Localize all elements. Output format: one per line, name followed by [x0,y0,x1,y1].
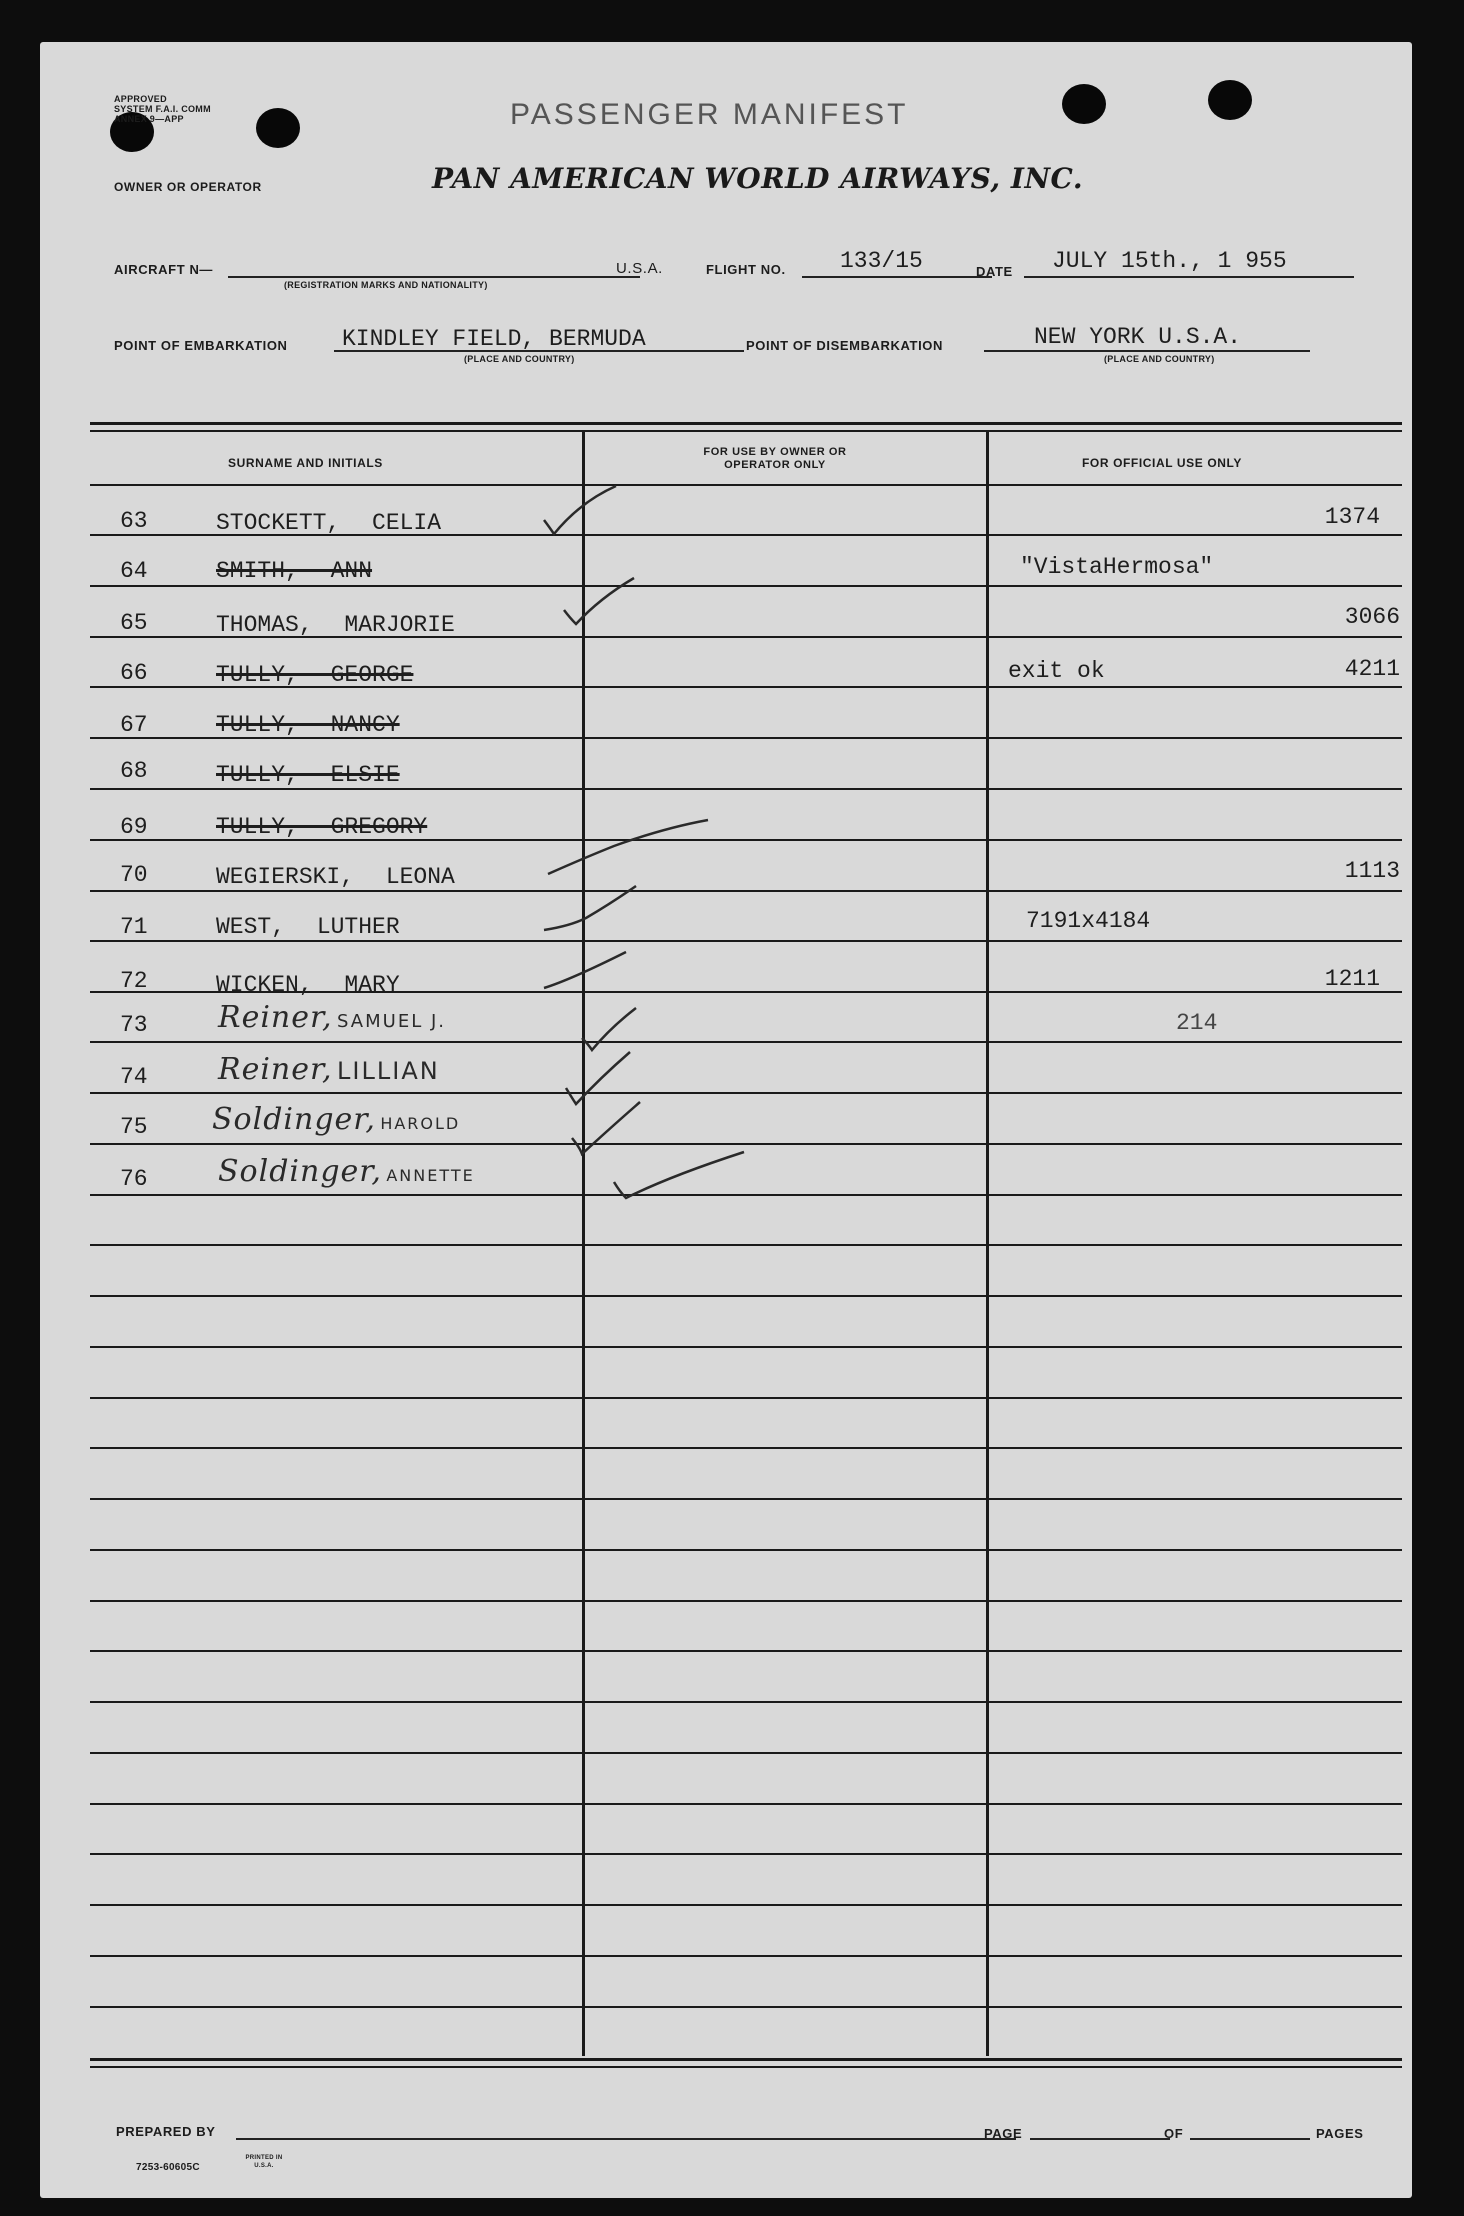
row-number: 76 [120,1166,148,1192]
page-title: PASSENGER MANIFEST [510,98,909,131]
official-code: 1113 [1344,858,1400,884]
handwritten-given-name: HAROLD [380,1114,461,1133]
flight-number: 133/15 [840,248,923,274]
embarkation-value: KINDLEY FIELD, BERMUDA [342,326,646,352]
row-number: 66 [120,660,148,686]
handwritten-given-name: ANNETTE [386,1166,475,1185]
checkmark-icon [560,570,640,630]
place-note: (PLACE AND COUNTRY) [1104,354,1215,364]
official-code: 1374 [1324,504,1380,530]
embarkation-label: POINT OF EMBARKATION [114,338,288,353]
owner-label: OWNER OR OPERATOR [114,180,262,194]
column-header-official-use: FOR OFFICIAL USE ONLY [1082,456,1242,470]
printed-in-usa: PRINTED IN U.S.A. [245,2155,283,2169]
airline-name: PAN AMERICAN WORLD AIRWAYS, INC. [432,162,1084,195]
passenger-name: THOMAS, MARJORIE [216,612,455,638]
disembarkation-label: POINT OF DISEMBARKATION [746,338,943,353]
page-label: PAGE [984,2126,1023,2141]
handwritten-name [212,1102,460,1137]
checkmark-icon [580,1004,640,1054]
disembarkation-value: NEW YORK U.S.A. [1034,324,1242,350]
official-note: exit ok [1008,658,1105,684]
pages-label: PAGES [1316,2126,1364,2141]
official-note: "VistaHermosa" [1020,554,1214,580]
approval-note: APPROVED SYSTEM F.A.I. COMM ANNEX 9—APP [114,94,211,124]
passenger-name-struck: TULLY, ELSIE [216,762,400,788]
of-label: OF [1164,2126,1184,2141]
column-header-owner-use: FOR USE BY OWNER OR OPERATOR ONLY [703,446,847,471]
country-label: U.S.A. [616,260,663,277]
punch-hole [1062,84,1106,124]
row-number: 65 [120,610,148,636]
place-note: (PLACE AND COUNTRY) [464,354,575,364]
passenger-name: STOCKETT, CELIA [216,510,442,536]
row-number: 73 [120,1012,148,1038]
flight-date: JULY 15th., 1 955 [1052,248,1287,274]
official-code: 3066 [1344,604,1400,630]
checkmark-icon [540,882,640,942]
handwritten-surname: Soldinger, [218,1154,382,1189]
row-number: 75 [120,1114,148,1140]
passenger-name-struck: TULLY, GEORGE [216,662,414,688]
checkmark-icon [544,818,714,888]
checkmark-icon [540,480,620,540]
official-code: 1211 [1324,966,1380,992]
handwritten-surname: Soldinger, [212,1102,376,1137]
flight-label: FLIGHT NO. [706,262,786,277]
row-number: 68 [120,758,148,784]
registration-note: (REGISTRATION MARKS AND NATIONALITY) [284,280,488,290]
passenger-name: WEST, LUTHER [216,914,400,940]
row-number: 67 [120,712,148,738]
passenger-name-struck: TULLY, NANCY [216,712,400,738]
handwritten-surname: Reiner, [218,1052,333,1087]
official-code: 4211 [1344,656,1400,682]
handwritten-surname: Reiner, [218,1000,333,1035]
row-number: 64 [120,558,148,584]
passenger-name-struck: SMITH, ANN [216,558,373,584]
official-note: 7191x4184 [1026,908,1151,934]
handwritten-name [218,1000,446,1035]
row-number: 69 [120,814,148,840]
date-label: DATE [976,264,1013,279]
row-number: 63 [120,508,148,534]
row-number: 70 [120,862,148,888]
column-header-surname: SURNAME AND INITIALS [228,456,383,470]
row-number: 74 [120,1064,148,1090]
handwritten-name [218,1154,475,1189]
checkmark-icon [540,948,630,998]
official-code: 214 [1176,1010,1218,1036]
handwritten-given-name: LILLIAN [337,1057,440,1085]
aircraft-label: AIRCRAFT N— [114,262,214,277]
row-number: 72 [120,968,148,994]
passenger-name: WICKEN, MARY [216,972,400,998]
punch-hole [1208,80,1252,120]
passenger-name-struck: TULLY, GREGORY [216,814,428,840]
manifest-sheet [40,42,1412,2198]
handwritten-given-name: SAMUEL J. [337,1011,446,1032]
row-number: 71 [120,914,148,940]
passenger-name: WEGIERSKI, LEONA [216,864,455,890]
form-number: 7253-60605C [136,2162,200,2173]
checkmark-icon [610,1146,750,1206]
prepared-by-label: PREPARED BY [116,2124,216,2139]
handwritten-name [218,1052,440,1087]
